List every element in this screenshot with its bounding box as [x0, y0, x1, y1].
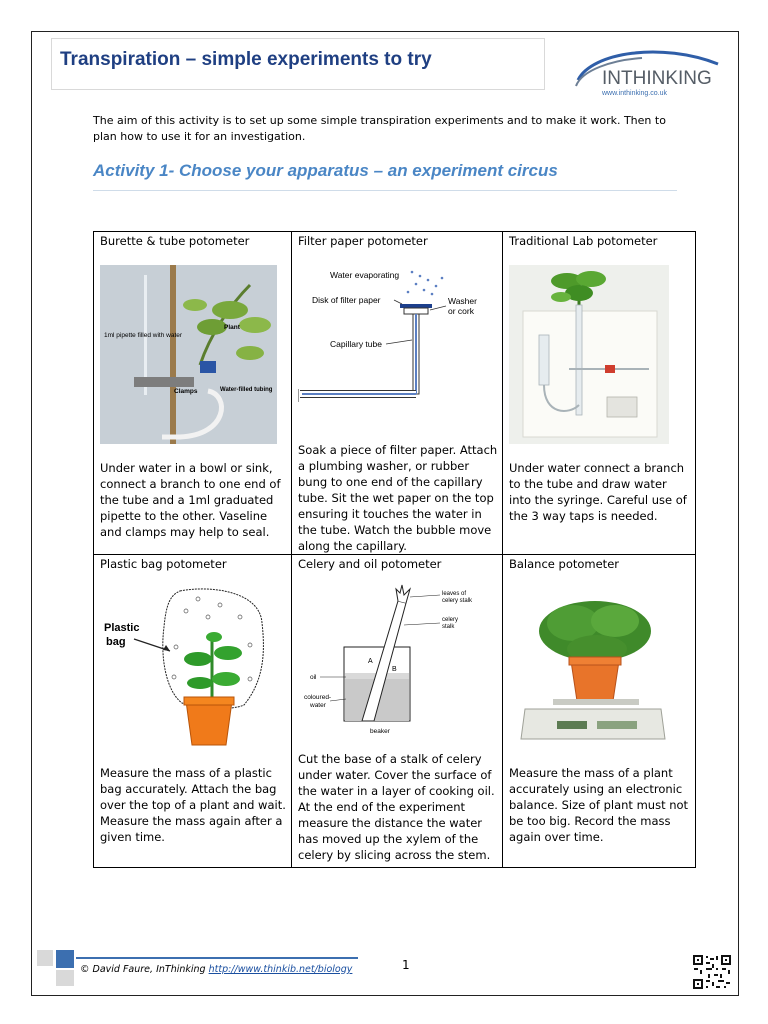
point-a-label: A [368, 658, 373, 665]
cell-description: Soak a piece of filter paper. Attach a plumbing washer, or rubber bung to one end of the capillary tube. Sit the wet paper on the top ensuring it touches the water in the tube. Watch the bubble move along the capillary. [298, 443, 498, 553]
plant-label: Plant [224, 324, 240, 331]
cell-filter-paper [292, 232, 503, 555]
footer-credit [80, 964, 352, 975]
footer-credit-text: © David Faure, InThinking [80, 964, 209, 975]
cell-burette [94, 232, 292, 555]
activity-heading: Activity 1- Choose your apparatus – an experiment circus [93, 161, 558, 180]
beaker-label: beaker [370, 728, 390, 735]
logo-wordmark: INTHINKING [602, 68, 712, 89]
washer-label-1: Washer [448, 296, 477, 306]
balance-photo [517, 599, 669, 745]
coloured-water-label-1: coloured- [304, 694, 332, 701]
cell-title: Traditional Lab potometer [509, 234, 658, 248]
cell-plastic-bag [94, 555, 292, 868]
logo-url: www.inthinking.co.uk [602, 90, 667, 97]
cell-description: Under water in a bowl or sink, connect a branch to one end of the tube and a 1ml graduated pipette to the other. Vaseline and clamps may help to seal. [100, 461, 281, 539]
pipette-label: 1ml pipette filled with water [104, 332, 183, 339]
cell-title: Filter paper potometer [298, 234, 428, 248]
oil-label: oil [310, 674, 317, 681]
inthinking-logo [572, 44, 720, 98]
plastic-bag-diagram [100, 587, 278, 749]
page-number: 1 [402, 958, 410, 972]
tubing-label: Water-filled tubing [220, 387, 273, 393]
heading-rule [93, 190, 677, 191]
footer-rule [76, 957, 358, 959]
qr-code-icon [692, 954, 732, 990]
burette-potometer-photo [100, 265, 277, 444]
traditional-potometer-photo [509, 265, 669, 444]
footer-decor-square [56, 950, 74, 968]
washer-label-2: or cork [448, 306, 474, 316]
cell-balance [503, 555, 696, 868]
cell-description: Measure the mass of a plastic bag accurately. Attach the bag over the top of a plant and wait. Measure the mass again after a given time. [100, 766, 286, 844]
title-box [51, 38, 545, 90]
experiment-table [93, 231, 696, 868]
filter-paper-diagram [298, 266, 490, 406]
capillary-label: Capillary tube [330, 339, 382, 349]
point-b-label: B [392, 666, 397, 673]
cell-celery [292, 555, 503, 868]
cell-title: Celery and oil potometer [298, 557, 442, 571]
clamps-label: Clamps [174, 388, 198, 395]
filter-disk-label: Disk of filter paper [312, 295, 381, 305]
celery-diagram [300, 581, 496, 737]
celery-leaves-label-2: celery stalk [442, 598, 473, 604]
cell-title: Plastic bag potometer [100, 557, 227, 571]
celery-stalk-label-1: celery [442, 617, 459, 623]
cell-title: Balance potometer [509, 557, 619, 571]
cell-traditional [503, 232, 696, 555]
cell-title: Burette & tube potometer [100, 234, 250, 248]
evaporating-label: Water evaporating [330, 270, 400, 280]
intro-paragraph: The aim of this activity is to set up some simple transpiration experiments and to make it work. Then to plan how to use it for an investigation. [93, 114, 666, 143]
cell-description: Measure the mass of a plant accurately using an electronic balance. Size of plant must not be too big. Record the mass again over time. [509, 766, 689, 844]
plastic-bag-label-2: bag [106, 636, 126, 648]
cell-description: Under water connect a branch to the tube and draw water into the syringe. Careful use of the 3 way taps is needed. [509, 461, 687, 523]
cell-description: Cut the base of a stalk of celery under water. Cover the surface of the water in a layer of cooking oil. At the end of the experiment measure the distance the water has moved up the xylem of the celery by slicing across the stem. [298, 752, 495, 862]
footer-decor-square [56, 970, 74, 986]
page-title: Transpiration – simple experiments to try [60, 49, 432, 70]
coloured-water-label-2: water [310, 702, 326, 709]
celery-leaves-label-1: leaves of [442, 591, 467, 597]
celery-stalk-label-2: stalk [442, 624, 455, 630]
plastic-bag-label-1: Plastic [104, 622, 140, 634]
footer-decor-square [37, 950, 53, 966]
footer-link[interactable]: http://www.thinkib.net/biology [208, 964, 353, 975]
